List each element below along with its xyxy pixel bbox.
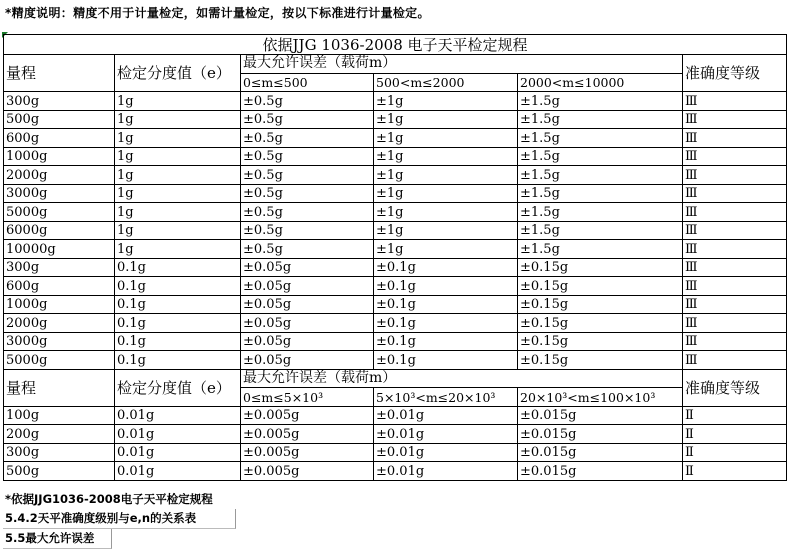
cell-error-high: ±1.5g xyxy=(518,166,683,185)
cell-division: 0.1g xyxy=(115,258,241,277)
cell-error-low: ±0.5g xyxy=(241,203,374,222)
cell-error-low: ±0.5g xyxy=(241,147,374,166)
cell-error-low: ±0.5g xyxy=(241,110,374,129)
cell-error-high: ±1.5g xyxy=(518,129,683,148)
cell-division: 0.1g xyxy=(115,332,241,351)
cell-error-mid: ±1g xyxy=(374,166,518,185)
cell-error-high: ±1.5g xyxy=(518,184,683,203)
table-row xyxy=(4,92,787,111)
cell-division: 1g xyxy=(115,166,241,185)
cell-error-low: ±0.5g xyxy=(241,92,374,111)
cell-error-mid: ±1g xyxy=(374,129,518,148)
cell-error-mid: ±0.01g xyxy=(374,443,518,462)
header-division: 检定分度值（e） xyxy=(115,55,241,92)
calibration-spec-table xyxy=(3,34,787,481)
header-load-range: 0≤m≤500 xyxy=(241,73,374,92)
cell-grade: Ⅲ xyxy=(683,166,787,185)
cell-error-mid: ±0.01g xyxy=(374,462,518,481)
cell-error-low: ±0.005g xyxy=(241,462,374,481)
cell-range: 3000g xyxy=(4,184,115,203)
header-load-range: 2000<m≤10000 xyxy=(518,73,683,92)
cell-grade: Ⅲ xyxy=(683,110,787,129)
table-row xyxy=(4,332,787,351)
cell-error-mid: ±0.1g xyxy=(374,351,518,370)
cell-grade: Ⅲ xyxy=(683,314,787,333)
header-load-range: 0≤m≤5×10³ xyxy=(241,388,374,407)
cell-range: 5000g xyxy=(4,203,115,222)
cell-grade: Ⅲ xyxy=(683,129,787,148)
cell-error-mid: ±1g xyxy=(374,240,518,259)
header-row xyxy=(4,55,787,74)
cell-error-high: ±0.15g xyxy=(518,277,683,296)
table-title: 依据JJG 1036-2008 电子天平检定规程 xyxy=(4,35,787,55)
cell-error-high: ±0.15g xyxy=(518,332,683,351)
table-row xyxy=(4,147,787,166)
cell-error-low: ±0.5g xyxy=(241,240,374,259)
cell-error-mid: ±1g xyxy=(374,203,518,222)
header-grade: 准确度等级 xyxy=(683,369,787,406)
table-row xyxy=(4,203,787,222)
cell-error-high: ±0.015g xyxy=(518,443,683,462)
table-row xyxy=(4,406,787,425)
cell-range: 10000g xyxy=(4,240,115,259)
cell-range: 600g xyxy=(4,277,115,296)
cell-error-mid: ±0.1g xyxy=(374,277,518,296)
cell-range: 300g xyxy=(4,258,115,277)
cell-error-high: ±1.5g xyxy=(518,110,683,129)
table-row xyxy=(4,240,787,259)
table-title-row xyxy=(4,35,787,55)
cell-error-high: ±0.15g xyxy=(518,258,683,277)
cell-division: 1g xyxy=(115,203,241,222)
cell-error-high: ±0.015g xyxy=(518,406,683,425)
table-row xyxy=(4,166,787,185)
cell-division: 0.01g xyxy=(115,443,241,462)
cell-range: 1000g xyxy=(4,295,115,314)
cell-grade: Ⅲ xyxy=(683,221,787,240)
cell-error-low: ±0.05g xyxy=(241,277,374,296)
cell-error-low: ±0.005g xyxy=(241,406,374,425)
cell-error-mid: ±1g xyxy=(374,147,518,166)
precision-note: *精度说明：精度不用于计量检定，如需计量检定，按以下标准进行计量检定。 xyxy=(5,6,430,20)
cell-division: 0.01g xyxy=(115,425,241,444)
cell-division: 0.1g xyxy=(115,277,241,296)
cell-grade: Ⅲ xyxy=(683,277,787,296)
cell-error-high: ±0.015g xyxy=(518,462,683,481)
cell-error-high: ±1.5g xyxy=(518,203,683,222)
cell-grade: Ⅲ xyxy=(683,258,787,277)
cell-error-high: ±0.15g xyxy=(518,295,683,314)
cell-range: 3000g xyxy=(4,332,115,351)
table-row xyxy=(4,425,787,444)
cell-error-low: ±0.05g xyxy=(241,351,374,370)
cell-range: 6000g xyxy=(4,221,115,240)
cell-error-high: ±0.15g xyxy=(518,314,683,333)
cell-grade: Ⅲ xyxy=(683,184,787,203)
cell-range: 500g xyxy=(4,462,115,481)
header-load-range: 20×10³<m≤100×10³ xyxy=(518,388,683,407)
cell-grade: Ⅱ xyxy=(683,406,787,425)
cell-division: 0.1g xyxy=(115,314,241,333)
cell-error-mid: ±1g xyxy=(374,221,518,240)
cell-range: 2000g xyxy=(4,314,115,333)
cell-range: 300g xyxy=(4,92,115,111)
table-row xyxy=(4,258,787,277)
cell-division: 1g xyxy=(115,129,241,148)
cell-range: 600g xyxy=(4,129,115,148)
header-division: 检定分度值（e） xyxy=(115,369,241,406)
cell-error-low: ±0.5g xyxy=(241,129,374,148)
header-range: 量程 xyxy=(4,369,115,406)
cell-error-mid: ±1g xyxy=(374,184,518,203)
table-row xyxy=(4,277,787,296)
header-grade: 准确度等级 xyxy=(683,55,787,92)
cell-error-mid: ±0.1g xyxy=(374,332,518,351)
cell-range: 2000g xyxy=(4,166,115,185)
cell-division: 1g xyxy=(115,147,241,166)
cell-grade: Ⅱ xyxy=(683,462,787,481)
cell-error-low: ±0.005g xyxy=(241,425,374,444)
cell-division: 1g xyxy=(115,92,241,111)
cell-error-low: ±0.5g xyxy=(241,166,374,185)
cell-range: 100g xyxy=(4,406,115,425)
cell-error-high: ±1.5g xyxy=(518,147,683,166)
cell-error-low: ±0.05g xyxy=(241,258,374,277)
table-row xyxy=(4,221,787,240)
cell-error-low: ±0.005g xyxy=(241,443,374,462)
cell-grade: Ⅲ xyxy=(683,332,787,351)
cell-error-mid: ±0.01g xyxy=(374,425,518,444)
cell-error-low: ±0.5g xyxy=(241,221,374,240)
cell-error-high: ±0.15g xyxy=(518,351,683,370)
header-load-range: 5×10³<m≤20×10³ xyxy=(374,388,518,407)
table-row xyxy=(4,351,787,370)
cell-error-low: ±0.5g xyxy=(241,184,374,203)
table-row xyxy=(4,295,787,314)
header-max-error: 最大允许误差（载荷m） xyxy=(241,55,683,74)
cell-range: 200g xyxy=(4,425,115,444)
cell-division: 0.1g xyxy=(115,351,241,370)
cell-error-high: ±0.015g xyxy=(518,425,683,444)
cell-grade: Ⅱ xyxy=(683,443,787,462)
header-range: 量程 xyxy=(4,55,115,92)
cell-division: 1g xyxy=(115,110,241,129)
cell-grade: Ⅲ xyxy=(683,351,787,370)
cell-division: 1g xyxy=(115,184,241,203)
cell-error-mid: ±1g xyxy=(374,110,518,129)
cell-division: 1g xyxy=(115,240,241,259)
cell-range: 1000g xyxy=(4,147,115,166)
cell-grade: Ⅲ xyxy=(683,203,787,222)
cell-error-mid: ±0.1g xyxy=(374,295,518,314)
cell-grade: Ⅱ xyxy=(683,425,787,444)
cell-range: 5000g xyxy=(4,351,115,370)
header-max-error: 最大允许误差（载荷m） xyxy=(241,369,683,388)
table-row xyxy=(4,184,787,203)
cell-grade: Ⅲ xyxy=(683,147,787,166)
note-grade-relation-table: 5.4.2天平准确度级别与e,n的关系表 xyxy=(3,509,236,529)
header-load-range: 500<m≤2000 xyxy=(374,73,518,92)
table-row xyxy=(4,443,787,462)
cell-error-mid: ±1g xyxy=(374,92,518,111)
cell-error-high: ±1.5g xyxy=(518,92,683,111)
table-row xyxy=(4,110,787,129)
table-row xyxy=(4,462,787,481)
cell-grade: Ⅲ xyxy=(683,295,787,314)
cell-error-high: ±1.5g xyxy=(518,240,683,259)
cell-division: 1g xyxy=(115,221,241,240)
note-standard-reference: *依据JJG1036-2008电子天平检定规程 xyxy=(5,492,213,506)
cell-error-low: ±0.05g xyxy=(241,314,374,333)
cell-error-high: ±1.5g xyxy=(518,221,683,240)
cell-error-low: ±0.05g xyxy=(241,332,374,351)
cell-range: 300g xyxy=(4,443,115,462)
cell-grade: Ⅲ xyxy=(683,92,787,111)
cell-grade: Ⅲ xyxy=(683,240,787,259)
cell-error-mid: ±0.01g xyxy=(374,406,518,425)
note-max-error: 5.5最大允许误差 xyxy=(3,529,112,549)
cell-division: 0.01g xyxy=(115,406,241,425)
cell-division: 0.1g xyxy=(115,295,241,314)
table-row xyxy=(4,314,787,333)
bottom-notes xyxy=(3,490,236,549)
cell-error-mid: ±0.1g xyxy=(374,258,518,277)
cell-error-low: ±0.05g xyxy=(241,295,374,314)
cell-range: 500g xyxy=(4,110,115,129)
header-row xyxy=(4,369,787,388)
cell-division: 0.01g xyxy=(115,462,241,481)
table-row xyxy=(4,129,787,148)
cell-error-mid: ±0.1g xyxy=(374,314,518,333)
